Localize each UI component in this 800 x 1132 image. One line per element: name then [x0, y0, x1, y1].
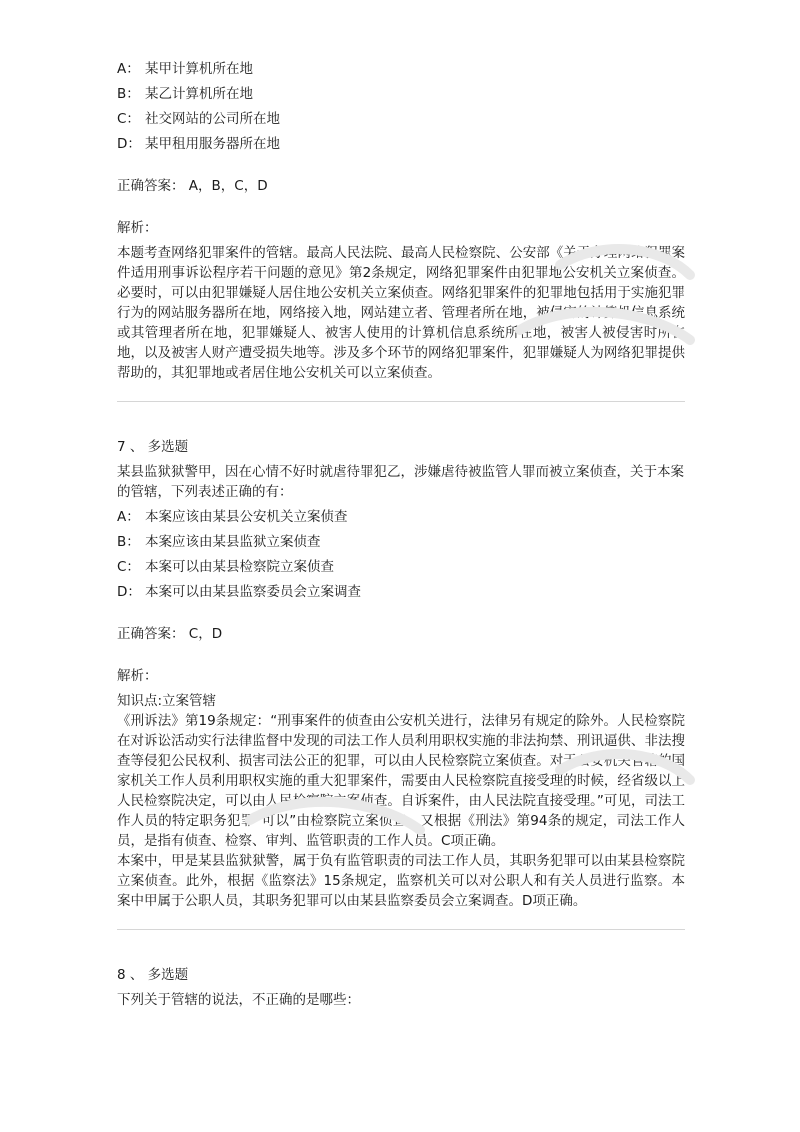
option-text: 本案可以由某县监察委员会立案调查: [145, 584, 361, 600]
option-key: C：: [117, 559, 140, 575]
q6-option-c: [117, 110, 685, 128]
q7-option-c: [117, 558, 685, 576]
document-page: [117, 60, 685, 1016]
option-key: D：: [117, 584, 141, 600]
q7-knowledge-point: 知识点:立案管辖: [117, 693, 217, 709]
q8-question: 下列关于管辖的说法，不正确的是哪些：: [117, 992, 360, 1008]
option-text: 本案可以由某县检察院立案侦查: [145, 559, 334, 575]
q6-options: [117, 60, 685, 153]
option-text: 某甲计算机所在地: [145, 61, 253, 77]
divider: [117, 401, 685, 402]
q7-options: [117, 508, 685, 601]
option-text: 某乙计算机所在地: [145, 86, 253, 102]
q6-option-b: [117, 85, 685, 103]
option-text: 社交网站的公司所在地: [145, 111, 280, 127]
q6-answer: 正确答案： A，B，C，D: [117, 178, 268, 194]
q8-header: 8 、 多选题: [117, 967, 189, 983]
q7-analysis-paragraph-1: 《刑诉法》第19条规定：“刑事案件的侦查由公安机关进行，法律另有规定的除外。人民检察院在对诉讼活动实行法律监督中发现的司法工作人员利用职权实施的非法拘禁、刑讯逼供、非法搜查等侵犯公民权利、损害司法公正的犯罪，可以由人民检察院立案侦查。对于公安机关管辖的国家机关工作人员利用职权实施的重大犯罪案件，需要由人民检察院直接受理的时候，经省级以上人民检察院决定，可以由人民检察院立案侦查。自诉案件，由人民法院直接受理。”可见，司法工作人员的特定职务犯罪“可以”由检察院立案侦查。又根据《刑法》第94条的规定，司法工作人员，是指有侦查、检察、审判、监管职责的工作人员。C项正确。: [117, 713, 685, 849]
option-key: B：: [117, 86, 140, 102]
q7-header: 7 、 多选题: [117, 439, 189, 455]
q7-analysis-paragraph-2: 本案中，甲是某县监狱狱警，属于负有监管职责的司法工作人员，其职务犯罪可以由某县检察院立案侦查。此外，根据《监察法》15条规定，监察机关可以对公职人和有关人员进行监察。本案中甲属于公职人员，其职务犯罪可以由某县监察委员会立案调查。D项正确。: [117, 853, 685, 909]
q7-option-b: [117, 533, 685, 551]
q7-option-d: [117, 583, 685, 601]
q6-analysis: 本题考查网络犯罪案件的管辖。最高人民法院、最高人民检察院、公安部《关于办理网络犯罪案件适用刑事诉讼程序若干问题的意见》第2条规定，网络犯罪案件由犯罪地公安机关立案侦查。必要时，可以由犯罪嫌疑人居住地公安机关立案侦查。网络犯罪案件的犯罪地包括用于实施犯罪行为的网站服务器所在地，网络接入地，网站建立者、管理者所在地，被侵害的计算机信息系统或其管理者所在地，犯罪嫌疑人、被害人使用的计算机信息系统所在地，被害人被侵害时所在地，以及被害人财产遭受损失地等。涉及多个环节的网络犯罪案件，犯罪嫌疑人为网络犯罪提供帮助的，其犯罪地或者居住地公安机关可以立案侦查。: [117, 245, 685, 381]
q7-answer: 正确答案： C，D: [117, 626, 223, 642]
option-key: B：: [117, 534, 140, 550]
option-text: 本案应该由某县监狱立案侦查: [145, 534, 321, 550]
option-text: 某甲租用服务器所在地: [145, 136, 280, 152]
option-key: D：: [117, 136, 141, 152]
option-key: A：: [117, 509, 140, 525]
q7-question: 某县监狱狱警甲，因在心情不好时就虐待罪犯乙，涉嫌虐待被监管人罪而被立案侦查，关于本案的管辖，下列表述正确的有：: [117, 464, 684, 500]
option-text: 本案应该由某县公安机关立案侦查: [145, 509, 348, 525]
q6-analysis-label: 解析：: [117, 220, 158, 236]
q7-analysis-label: 解析：: [117, 668, 158, 684]
option-key: A：: [117, 61, 140, 77]
q7-option-a: [117, 508, 685, 526]
divider: [117, 929, 685, 930]
q6-option-d: [117, 135, 685, 153]
q6-option-a: [117, 60, 685, 78]
option-key: C：: [117, 111, 140, 127]
